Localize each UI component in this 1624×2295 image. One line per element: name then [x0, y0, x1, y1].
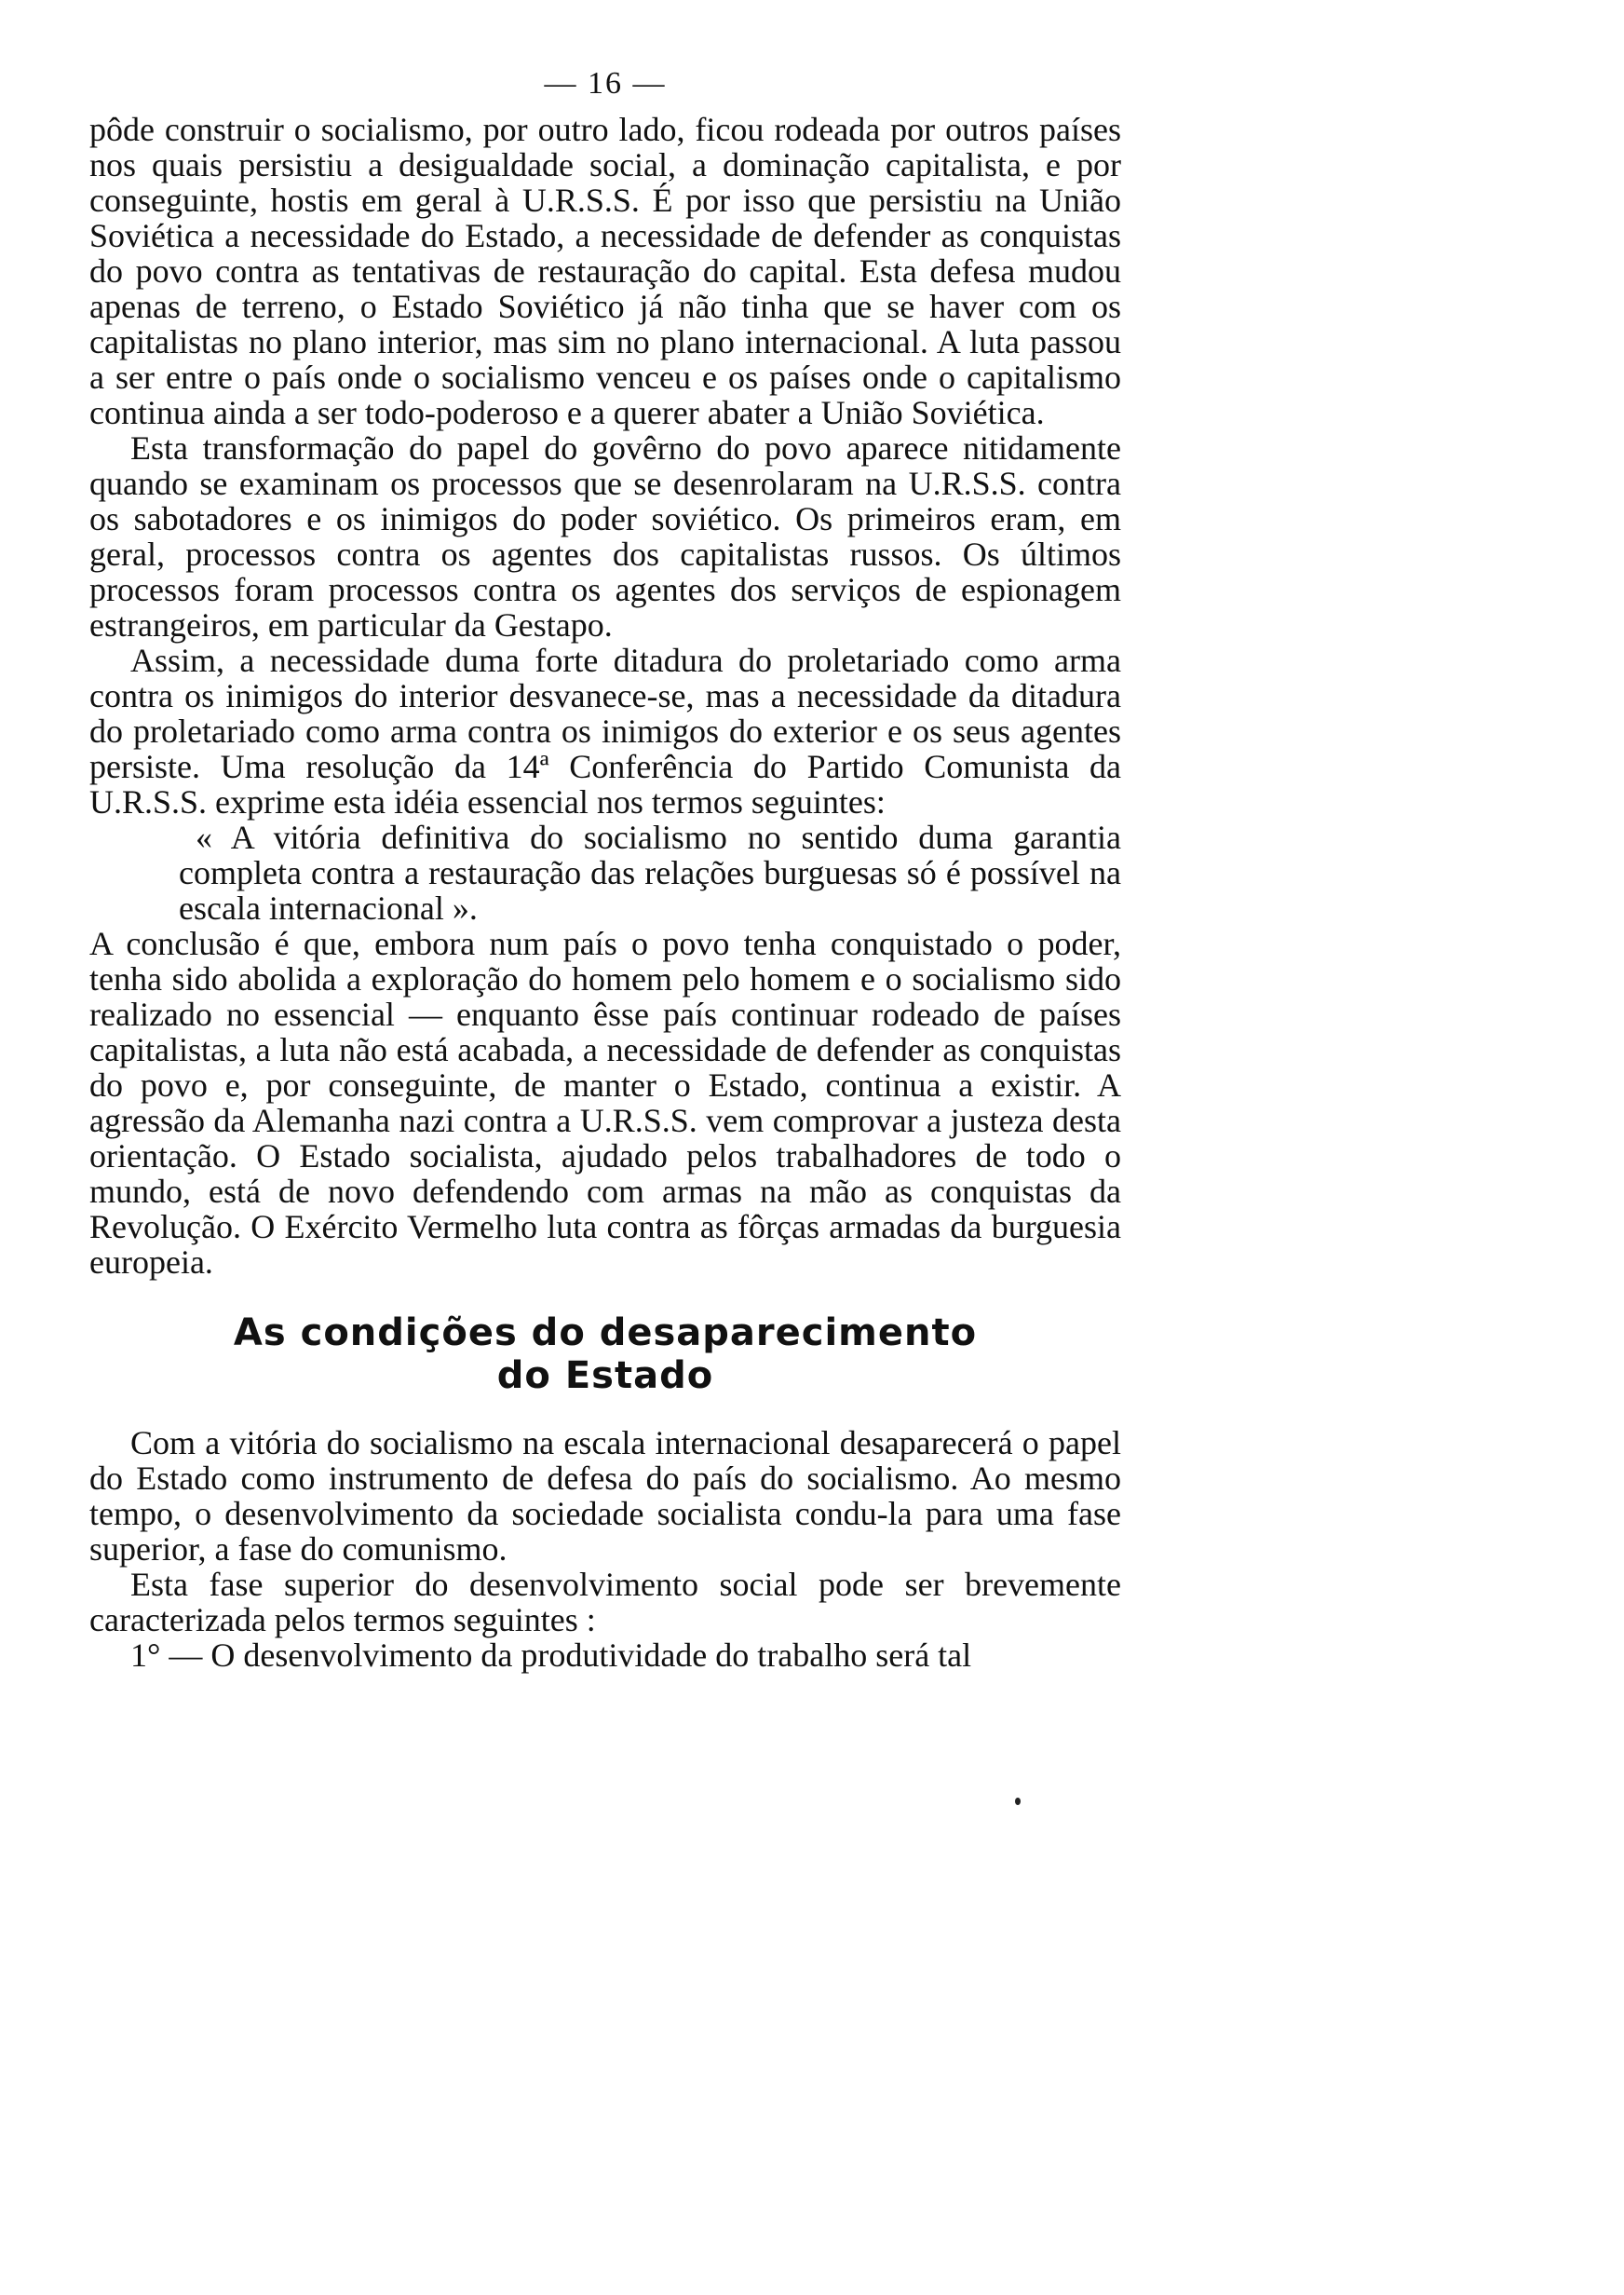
paragraph-higher-phase: Esta fase superior do desenvolvimento social pode ser brevemente caracterizada pelos termos seguintes : [89, 1566, 1121, 1638]
section-heading [89, 1311, 1121, 1397]
document-page [89, 56, 1121, 2235]
ink-speck [1015, 1798, 1021, 1805]
paragraph-continuation: pôde construir o socialismo, por outro lado, ficou rodeada por outros países nos quais persistiu a desigualdade social, a dominação capitalista, e por conseguinte, hostis em geral à U.R.S.S. É por isso que persistiu na União Soviética a necessidade do Estado, a necessidade de defender as conquistas do povo contra as tentativas de restauração do capital. Esta defesa mudou apenas de terreno, o Estado Soviético já não tinha que se haver com os capitalistas no plano interior, mas sim no plano internacional. A luta passou a ser entre o país onde o socialismo venceu e os países onde o capitalismo continua ainda a ser todo-poderoso e a querer abater a União Soviética. [89, 111, 1121, 431]
section-heading-line-2: do Estado [496, 1354, 714, 1397]
body-text [89, 112, 1121, 1673]
paragraph-conclusion: A conclusão é que, embora num país o povo tenha conquistado o poder, tenha sido abolida a exploração do homem pelo homem e o socialismo sido realizado no essencial — enquanto êsse país continuar rodeado de países capitalistas, a luta não está acabada, a necessidade de defender as conquistas do povo e, por conseguinte, de manter o Estado, continua a existir. A agressão da Alemanha nazi contra a U.R.S.S. vem comprovar a justeza desta orientação. O Estado socialista, ajudado pelos trabalhadores de todo o mundo, está de novo defendendo com armas na mão as conquistas da Revolução. O Exército Vermelho luta contra as fôrças armadas da burguesia europeia. [89, 925, 1121, 1281]
paragraph-dictatorship: Assim, a necessidade duma forte ditadura do proletariado como arma contra os inimigos do interior desvanece-se, mas a necessidade da ditadura do proletariado como arma contra os inimigos do exterior e os seus agentes persiste. Uma resolução da 14ª Conferência do Partido Comunista da U.R.S.S. exprime esta idéia essencial nos termos seguintes: [89, 642, 1121, 821]
paragraph-transformation: Esta transformação do papel do govêrno do povo aparece nitidamente quando se examinam os processos que se desenrolaram na U.R.S.S. contra os sabotadores e os inimigos do poder soviético. Os primeiros eram, em geral, processos contra os agentes dos capitalistas russos. Os últimos processos foram processos contra os agentes dos serviços de espionagem estrangeiros, em particular da Gestapo. [89, 429, 1121, 644]
section-heading-line-1: As condições do desaparecimento [233, 1311, 978, 1354]
paragraph-first-point: 1° — O desenvolvimento da produtividade do trabalho será tal [130, 1636, 972, 1674]
quotation: « A vitória definitiva do socialismo no sentido duma garantia completa contra a restauração das relações burguesas só é possível na escala internacional ». [179, 819, 1121, 927]
paragraph-victory: Com a vitória do socialismo na escala internacional desaparecerá o papel do Estado como instrumento de defesa do país do socialismo. Ao mesmo tempo, o desenvolvimento da sociedade socialista condu-la para uma fase superior, a fase do comunismo. [89, 1424, 1121, 1568]
page-number: — 16 — [544, 66, 667, 101]
